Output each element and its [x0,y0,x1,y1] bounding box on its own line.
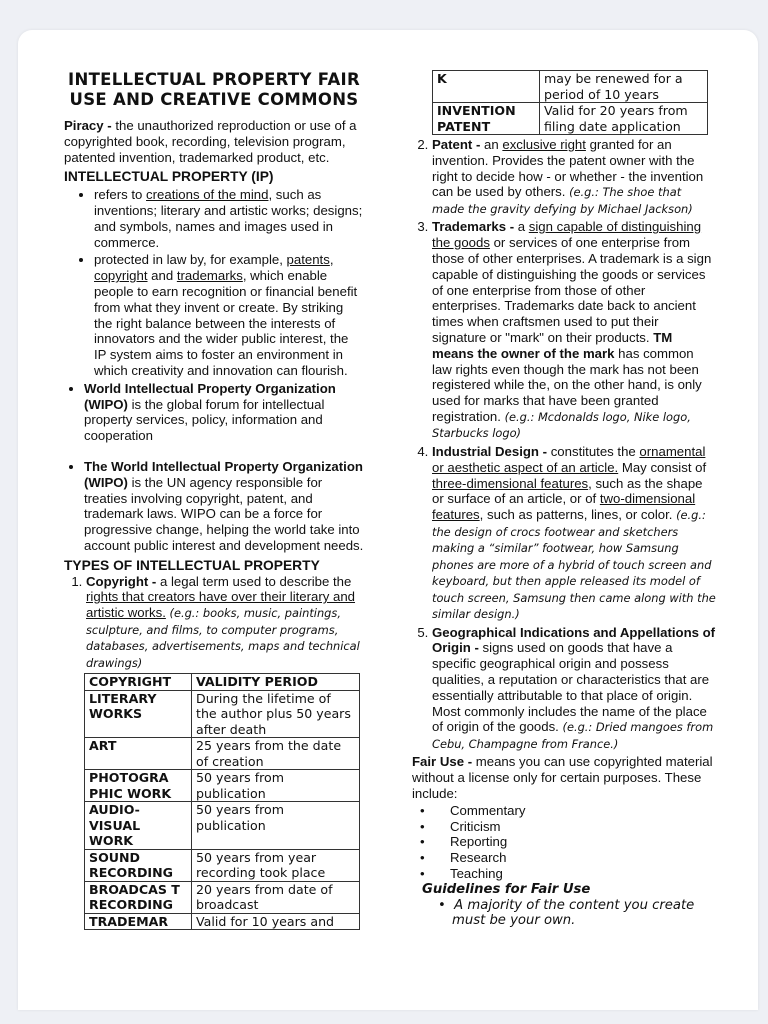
guideline-item: • A majority of the content you create must be your own. [438,897,695,929]
types-list-left [64,574,364,672]
fair-use-item: • Teaching [420,866,716,882]
fair-use-item: • Criticism [420,819,716,835]
fair-use-list [410,803,716,882]
left-cell-type: PHOTOGRA PHIC WORK [85,770,192,802]
left-cell-type: BROADCAS T RECORDING [85,881,192,913]
left-cell-type: AUDIO-VISUAL WORK [85,802,192,850]
left-cell-validity: During the lifetime of the author plus 50 years after death [192,690,360,738]
left-row [85,770,360,802]
geographical-item: 5. Geographical Indications and Appellations of Origin - signs used on goods that have a specific geographical origin and possess qualities, a reputation or characteristics that are essentially attributable to that place of origin. Most commonly includes the name of the place of origin of the goods. (e.g.: Dried mangoes from Cebu, Champagne from France.) [432,625,716,753]
page-title: INTELLECTUAL PROPERTY FAIR USE AND CREATIVE COMMONS [68,70,360,109]
piracy-paragraph [64,118,364,165]
left-row [85,674,360,691]
left-row [85,690,360,738]
left-cell-type: COPYRIGHT [85,674,192,691]
ip-bullet-list [64,187,364,379]
patent-item: 2. Patent - an exclusive right granted for an invention. Provides the patent owner with the right to decide how - or whether - the invention can be used by others. (e.g.: The shoe that made the gravity defying by Michael Jackson) [432,137,716,217]
wipo-bullet-2: • The World Intellectual Property Organization (WIPO) is the UN agency responsible for treaties involving copyright, patent, and trademark laws. WIPO can be a force for progressive change, helping the world take into account public interest and development needs. [84,459,364,554]
left-cell-validity: 50 years from publication [192,802,360,850]
validity-table-right [432,70,708,135]
left-cell-validity: 50 years from publication [192,770,360,802]
fair-use-paragraph: Fair Use - means you can use copyrighted material without a license only for certain purposes. These include: [412,754,713,802]
validity-table-left [84,673,360,930]
left-row [85,849,360,881]
fair-use-item: • Reporting [420,834,716,850]
ip-bullet-1: • refers to creations of the mind, such as inventions; literary and artistic works; designs; and symbols, names and images used in commerce. [94,187,364,250]
left-cell-validity: VALIDITY PERIOD [192,674,360,691]
piracy-term: Piracy - [64,118,112,133]
wipo-bullet-1: • World Intellectual Property Organization (WIPO) is the global forum for intellectual property services, policy, information and cooperation [84,381,364,444]
right-cell-validity: Valid for 20 years from filing date application [540,103,708,135]
industrial-design-item: 4. Industrial Design - constitutes the ornamental or aesthetic aspect of an article. May consist of three-dimensional features, such as the shape or surface of an article, or of two-dimensional features, such as patterns, lines, or color. (e.g.: the design of crocs footwear and sketchers making a “similar” footwear, how Samsung phones are more of a hybrid of touch screen and keyboard, but then apple released its model of touch screen, Samsung then came along with the similar design.) [432,444,716,623]
left-cell-validity: Valid for 10 years and [192,913,360,930]
left-cell-validity: 25 years from the date of creation [192,738,360,770]
left-cell-validity: 20 years from date of broadcast [192,881,360,913]
right-cell-validity: may be renewed for a period of 10 years [540,71,708,103]
fair-use-item: • Commentary [420,803,716,819]
types-heading: TYPES OF INTELLECTUAL PROPERTY [64,557,320,573]
right-cell-type: K [433,71,540,103]
wipo-list [64,381,364,554]
fair-use-item: • Research [420,850,716,866]
right-cell-type: INVENTION PATENT [433,103,540,135]
left-cell-type: SOUND RECORDING [85,849,192,881]
copyright-item: 1. Copyright - a legal term used to describe the rights that creators have over their literary and artistic works. (e.g.: books, music, paintings, sculpture, and films, to computer programs, databases, advertisements, maps and technical drawings) [86,574,364,672]
guidelines-heading: Guidelines for Fair Use [422,881,591,897]
left-row [85,881,360,913]
right-row [433,71,708,103]
left-row [85,913,360,930]
left-cell-type: LITERARY WORKS [85,690,192,738]
left-cell-validity: 50 years from year recording took place [192,849,360,881]
left-row [85,738,360,770]
types-list-right [410,137,716,752]
right-column [410,70,716,929]
left-cell-type: TRADEMAR [85,913,192,930]
left-row [85,802,360,850]
trademarks-item: 3. Trademarks - a sign capable of distinguishing the goods or services of one enterprise from those of other enterprises. A trademark is a sign capable of distinguishing the goods or services of one enterprise from those of other enterprises. Trademarks date back to ancient times when craftsmen used to put their signature or "mark" on their products. TM means the owner of the mark has common law rights even though the mark has not been registered while the, on the other hand, is only used for marks that have been granted registration. (e.g.: Mcdonalds logo, Nike logo, Starbucks logo) [432,219,716,442]
ip-bullet-2: • protected in law by, for example, patents, copyright and trademarks, which enable people to earn recognition or financial benefit from what they invent or create. By striking the right balance between the interests of innovators and the wider public interest, the IP system aims to foster an environment in which creativity and innovation can flourish. [94,252,364,378]
left-column [64,70,364,930]
ip-heading: INTELLECTUAL PROPERTY (IP) [64,169,274,185]
piracy-text: the unauthorized reproduction or use of a copyrighted book, recording, television program, patented invention, trademarked product, etc. [64,118,357,165]
document-page [18,30,758,1010]
right-row [433,103,708,135]
left-cell-type: ART [85,738,192,770]
